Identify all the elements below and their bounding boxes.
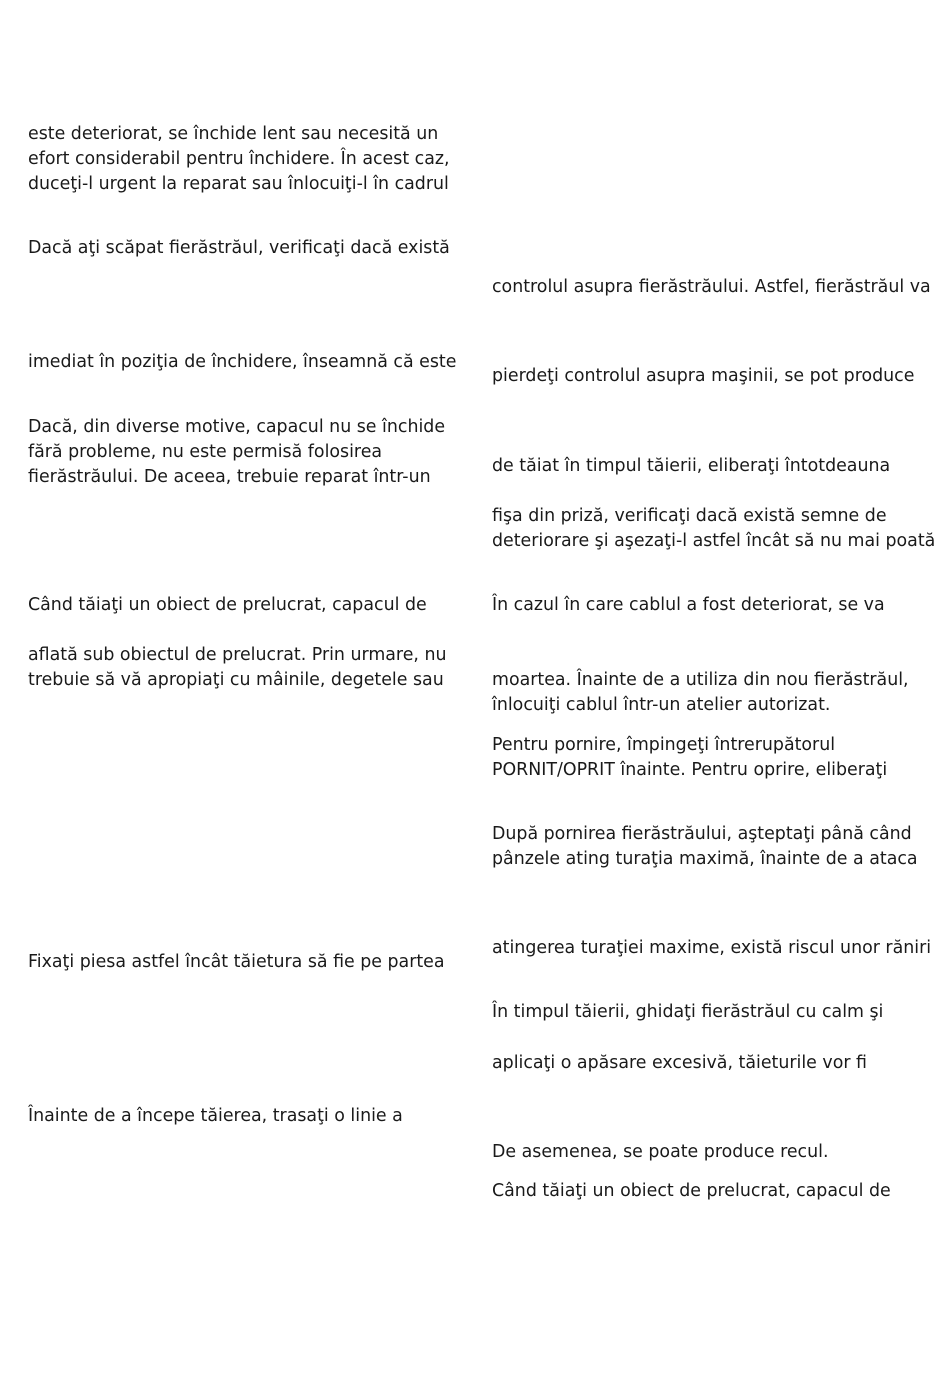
right-text-line: aplicaţi o apăsare excesivă, tăieturile vor fi <box>492 1053 867 1073</box>
left-text-line: Fixaţi piesa astfel încât tăietura să fie pe partea <box>28 952 445 972</box>
right-text-line: atingerea turaţiei maxime, există riscul unor răniri <box>492 938 932 958</box>
right-text-line: moartea. Înainte de a utiliza din nou fierăstrăul, <box>492 670 909 690</box>
right-text-line: După pornirea fierăstrăului, aşteptaţi până când <box>492 824 912 844</box>
left-text-line: imediat în poziţia de închidere, înseamnă că este <box>28 352 457 372</box>
right-text-line: pierdeţi controlul asupra maşinii, se pot produce <box>492 366 915 386</box>
right-text-line: înlocuiţi cablul într-un atelier autorizat. <box>492 695 831 715</box>
right-text-line: fişa din priză, verificaţi dacă există semne de <box>492 506 887 526</box>
left-text-line: este deteriorat, se închide lent sau necesită un <box>28 124 439 144</box>
right-text-line: Când tăiaţi un obiect de prelucrat, capacul de <box>492 1181 891 1201</box>
right-text-line: În timpul tăierii, ghidaţi fierăstrăul cu calm şi <box>492 1002 884 1022</box>
right-text-line: de tăiat în timpul tăierii, eliberaţi întotdeauna <box>492 456 891 476</box>
left-text-line: efort considerabil pentru închidere. În acest caz, <box>28 149 450 169</box>
left-text-line: fierăstrăului. De aceea, trebuie reparat într-un <box>28 467 431 487</box>
left-text-line: Când tăiaţi un obiect de prelucrat, capacul de <box>28 595 427 615</box>
left-text-line: Dacă, din diverse motive, capacul nu se închide <box>28 417 446 437</box>
left-text-line: trebuie să vă apropiaţi cu mâinile, degetele sau <box>28 670 444 690</box>
left-text-line: Dacă aţi scăpat fierăstrăul, verificaţi dacă există <box>28 238 450 258</box>
right-text-line: În cazul în care cablul a fost deteriorat, se va <box>492 595 885 615</box>
left-text-line: duceţi-l urgent la reparat sau înlocuiţi-l în cadrul <box>28 174 449 194</box>
right-text-line: Pentru pornire, împingeţi întrerupătorul <box>492 735 836 755</box>
left-text-line: fără probleme, nu este permisă folosirea <box>28 442 383 462</box>
right-text-line: pânzele ating turaţia maximă, înainte de a ataca <box>492 849 918 869</box>
left-text-line: aflată sub obiectul de prelucrat. Prin urmare, nu <box>28 645 447 665</box>
right-text-line: PORNIT/OPRIT înainte. Pentru oprire, eliberaţi <box>492 760 888 780</box>
right-text-line: controlul asupra fierăstrăului. Astfel, fierăstrăul va <box>492 277 931 297</box>
right-text-line: De asemenea, se poate produce recul. <box>492 1142 829 1162</box>
left-text-line: Înainte de a începe tăierea, trasaţi o linie a <box>28 1106 403 1126</box>
right-text-line: deteriorare şi aşezaţi-l astfel încât să nu mai poată <box>492 531 936 551</box>
